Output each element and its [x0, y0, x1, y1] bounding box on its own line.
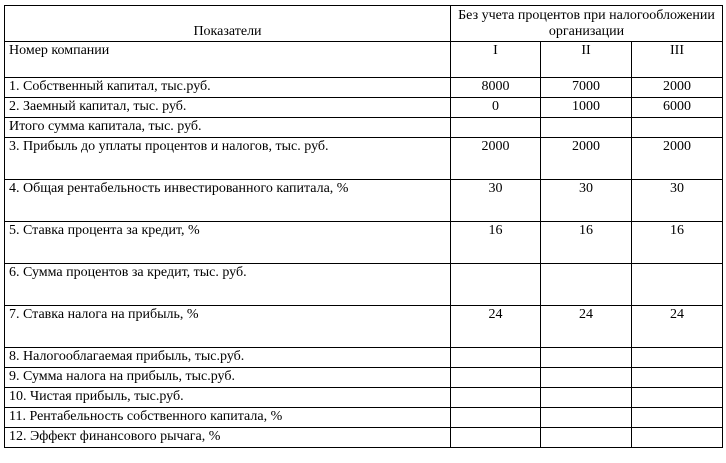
row-value	[451, 368, 541, 388]
row-label: 11. Рентабельность собственного капитала, %	[5, 408, 451, 428]
table-row	[5, 180, 723, 222]
company-number-label: Номер компании	[5, 42, 451, 78]
row-value	[541, 118, 632, 138]
row-value: 0	[451, 98, 541, 118]
company-header-3: III	[632, 42, 723, 78]
row-label: 12. Эффект финансового рычага, %	[5, 428, 451, 448]
row-value	[451, 388, 541, 408]
table-row	[5, 222, 723, 264]
row-value: 2000	[451, 138, 541, 180]
financial-leverage-table	[4, 5, 723, 448]
row-value: 30	[451, 180, 541, 222]
row-value	[541, 348, 632, 368]
table-row	[5, 408, 723, 428]
row-label: 8. Налогооблагаемая прибыль, тыс.руб.	[5, 348, 451, 368]
row-value	[541, 428, 632, 448]
row-value	[632, 388, 723, 408]
row-value	[451, 118, 541, 138]
row-value	[541, 368, 632, 388]
row-value	[632, 118, 723, 138]
row-value: 2000	[632, 138, 723, 180]
row-value	[451, 348, 541, 368]
row-value: 24	[541, 306, 632, 348]
table-row	[5, 368, 723, 388]
table-row	[5, 388, 723, 408]
row-value	[451, 428, 541, 448]
table-row	[5, 428, 723, 448]
row-label: 2. Заемный капитал, тыс. руб.	[5, 98, 451, 118]
row-label: 7. Ставка налога на прибыль, %	[5, 306, 451, 348]
row-value: 24	[451, 306, 541, 348]
row-value: 16	[451, 222, 541, 264]
row-label: 3. Прибыль до уплаты процентов и налогов, тыс. руб.	[5, 138, 451, 180]
row-label: 9. Сумма налога на прибыль, тыс.руб.	[5, 368, 451, 388]
row-label: Итого сумма капитала, тыс. руб.	[5, 118, 451, 138]
row-value: 6000	[632, 98, 723, 118]
row-value	[632, 408, 723, 428]
row-value: 30	[541, 180, 632, 222]
row-value	[632, 264, 723, 306]
table-row	[5, 98, 723, 118]
table-row	[5, 118, 723, 138]
table-row	[5, 78, 723, 98]
indicators-header: Показатели	[5, 6, 451, 42]
row-value: 1000	[541, 98, 632, 118]
table-row	[5, 306, 723, 348]
company-header-2: II	[541, 42, 632, 78]
table-row	[5, 348, 723, 368]
row-value: 30	[632, 180, 723, 222]
row-value: 7000	[541, 78, 632, 98]
row-value: 8000	[451, 78, 541, 98]
row-label: 6. Сумма процентов за кредит, тыс. руб.	[5, 264, 451, 306]
row-value	[632, 348, 723, 368]
row-value	[541, 264, 632, 306]
row-value	[541, 388, 632, 408]
row-value: 16	[541, 222, 632, 264]
row-label: 5. Ставка процента за кредит, %	[5, 222, 451, 264]
row-value: 24	[632, 306, 723, 348]
row-value	[451, 264, 541, 306]
row-value: 2000	[541, 138, 632, 180]
row-label: 10. Чистая прибыль, тыс.руб.	[5, 388, 451, 408]
row-label: 4. Общая рентабельность инвестированного капитала, %	[5, 180, 451, 222]
row-value	[451, 408, 541, 428]
row-value	[632, 368, 723, 388]
group-header: Без учета процентов при налогообложении организации	[451, 6, 723, 42]
company-header-1: I	[451, 42, 541, 78]
row-label: 1. Собственный капитал, тыс.руб.	[5, 78, 451, 98]
row-value: 2000	[632, 78, 723, 98]
table-row	[5, 264, 723, 306]
row-value	[632, 428, 723, 448]
table-row	[5, 138, 723, 180]
row-value	[541, 408, 632, 428]
row-value: 16	[632, 222, 723, 264]
